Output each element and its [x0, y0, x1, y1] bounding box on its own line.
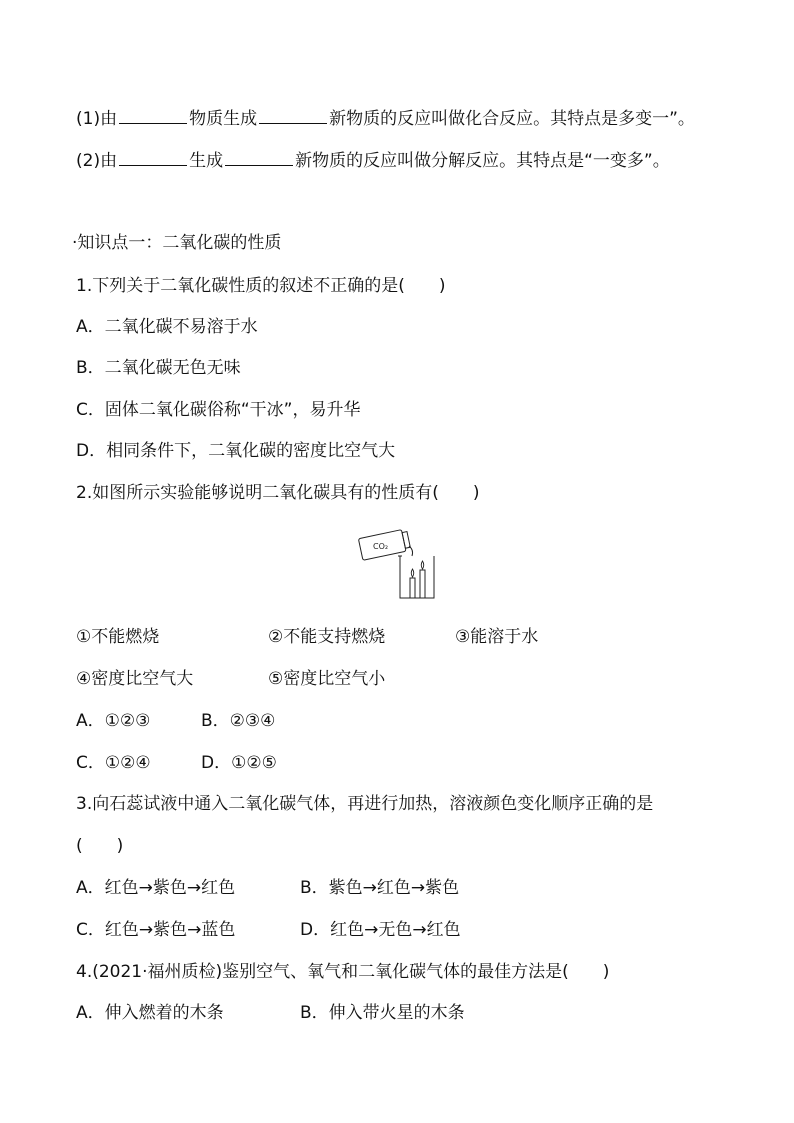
q3-option-d[interactable]: D．红色→无色→红色	[300, 920, 461, 940]
q2-property-4: ④密度比空气大	[76, 669, 194, 689]
q3-option-c[interactable]: C．红色→紫色→蓝色	[76, 920, 236, 940]
q4-option-a[interactable]: A．伸入燃着的木条	[76, 1003, 224, 1023]
q3-option-a[interactable]: A．红色→紫色→红色	[76, 878, 236, 898]
q3-answer-paren: ( )	[76, 836, 124, 856]
q1-option-a[interactable]: A．二氧化碳不易溶于水	[76, 317, 258, 337]
q2-option-d[interactable]: D．①②⑤	[201, 753, 277, 773]
intro-line-1-suffix: 新物质的反应叫做化合反应。其特点是多变一”。	[329, 109, 695, 129]
q2-stem: 2.如图所示实验能够说明二氧化碳具有的性质有( )	[76, 483, 480, 503]
blank-2[interactable]	[259, 107, 327, 124]
q2-property-2: ②不能支持燃烧	[268, 627, 386, 647]
intro-line-2	[76, 149, 670, 172]
intro-line-1-prefix: (1)由	[76, 109, 118, 129]
intro-line-2-prefix: (2)由	[76, 151, 118, 171]
blank-4[interactable]	[225, 149, 293, 166]
co2-pouring-experiment-figure	[356, 526, 442, 602]
q4-option-b[interactable]: B．伸入带火星的木条	[300, 1003, 465, 1023]
blank-3[interactable]	[119, 149, 187, 166]
q2-option-a[interactable]: A．①②③	[76, 711, 151, 731]
intro-line-1	[76, 107, 695, 130]
q2-property-5: ⑤密度比空气小	[268, 669, 386, 689]
q2-property-1: ①不能燃烧	[76, 627, 160, 647]
q2-option-c[interactable]: C．①②④	[76, 753, 151, 773]
q1-option-d[interactable]: D．相同条件下，二氧化碳的密度比空气大	[76, 441, 396, 461]
q1-stem: 1.下列关于二氧化碳性质的叙述不正确的是( )	[76, 276, 446, 296]
q2-property-3: ③能溶于水	[455, 627, 539, 647]
blank-1[interactable]	[119, 107, 187, 124]
section-title: ·知识点一：二氧化碳的性质	[72, 233, 282, 253]
figure-co2-label: CO₂	[373, 542, 389, 551]
q1-option-c[interactable]: C．固体二氧化碳俗称“干冰”，易升华	[76, 400, 361, 420]
q1-option-b[interactable]: B．二氧化碳无色无味	[76, 358, 241, 378]
q2-option-b[interactable]: B．②③④	[201, 711, 276, 731]
intro-line-2-suffix: 新物质的反应叫做分解反应。其特点是“一变多”。	[295, 151, 670, 171]
intro-line-2-mid: 生成	[189, 151, 224, 171]
intro-line-1-mid: 物质生成	[189, 109, 258, 129]
q3-option-b[interactable]: B．紫色→红色→紫色	[300, 878, 460, 898]
co2-beaker-candles-icon	[356, 526, 442, 602]
q4-stem: 4.(2021·福州质检)鉴别空气、氧气和二氧化碳气体的最佳方法是( )	[76, 962, 610, 982]
q3-stem: 3.向石蕊试液中通入二氧化碳气体，再进行加热，溶液颜色变化顺序正确的是	[76, 794, 654, 814]
